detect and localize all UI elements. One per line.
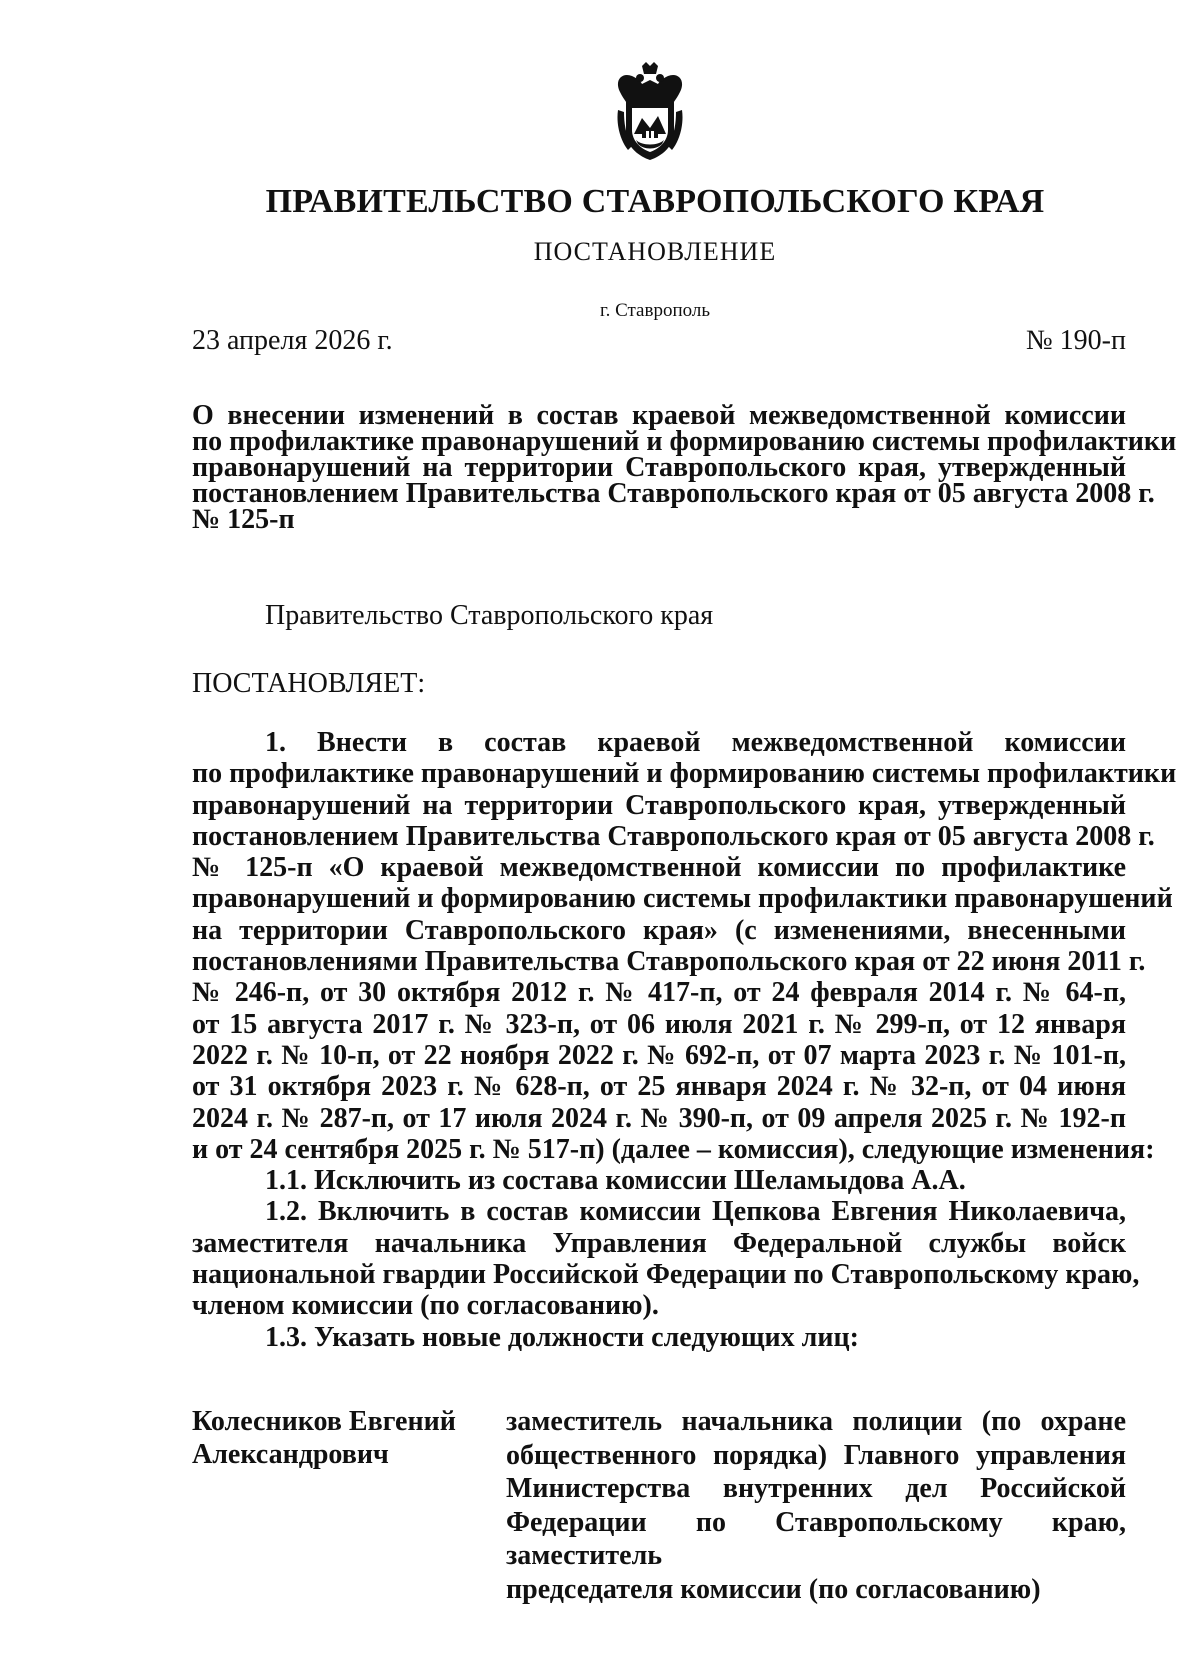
document-number: № 190-п xyxy=(1025,325,1126,356)
position-line: Министерства внутренних дел Российской xyxy=(506,1473,1126,1504)
government-title: ПРАВИТЕЛЬСТВО СТАВРОПОЛЬСКОГО КРАЯ xyxy=(265,183,1045,220)
body-line: 1.3. Указать новые должности следующих лиц: xyxy=(265,1321,859,1353)
body-line: 1.1. Исключить из состава комиссии Шеламыдова А.А. xyxy=(265,1165,966,1197)
body-line: и от 24 сентября 2025 г. № 517-п) (далее – комиссия), следующие изменения: xyxy=(192,1133,1155,1165)
position-person-name xyxy=(192,1405,456,1471)
body-line: от 31 октября 2023 г. № 628-п, от 25 января 2024 г. № 32-п, от 04 июня xyxy=(192,1071,1126,1103)
resolution-body xyxy=(192,727,1177,1353)
subject-line: № 125-п xyxy=(192,504,295,535)
position-description xyxy=(506,1405,1126,1606)
subject-line: О внесении изменений в состав краевой межведомственной комиссии xyxy=(192,400,1126,431)
body-line: на территории Ставропольского края» (с изменениями, внесенными xyxy=(192,914,1126,946)
body-line: 2022 г. № 10-п, от 22 ноября 2022 г. № 692-п, от 07 марта 2023 г. № 101-п, xyxy=(192,1039,1126,1071)
body-line: № 246-п, от 30 октября 2012 г. № 417-п, от 24 февраля 2014 г. № 64-п, xyxy=(192,977,1126,1009)
body-line: № 125-п «О краевой межведомственной комиссии по профилактике xyxy=(192,852,1126,884)
body-line: правонарушений и формированию системы профилактики правонарушений xyxy=(192,883,1173,915)
document-type: ПОСТАНОВЛЕНИЕ xyxy=(533,237,777,266)
subject-line: постановлением Правительства Ставропольского края от 05 августа 2008 г. xyxy=(192,478,1155,509)
body-line: по профилактике правонарушений и формированию системы профилактики xyxy=(192,758,1177,790)
coat-of-arms-emblem xyxy=(612,62,688,162)
issuer: Правительство Ставропольского края xyxy=(265,600,714,631)
position-line: заместитель начальника полиции (по охране xyxy=(506,1406,1126,1437)
body-line: 1. Внести в состав краевой межведомственной комиссии xyxy=(265,727,1126,758)
body-line: заместителя начальника Управления Федеральной службы войск xyxy=(192,1227,1126,1259)
document-date: 23 апреля 2026 г. xyxy=(192,325,393,356)
city: г. Ставрополь xyxy=(599,300,711,321)
body-line: 2024 г. № 287-п, от 17 июля 2024 г. № 390-п, от 09 апреля 2025 г. № 192-п xyxy=(192,1102,1126,1134)
document-subject xyxy=(192,400,1177,535)
position-line: общественного порядка) Главного управления xyxy=(506,1439,1126,1471)
subject-line: правонарушений на территории Ставропольского края, утвержденный xyxy=(192,452,1126,483)
subject-line: по профилактике правонарушений и формированию системы профилактики xyxy=(192,426,1177,457)
name-line: Колесников Евгений xyxy=(192,1406,456,1437)
body-line: от 15 августа 2017 г. № 323-п, от 06 июля 2021 г. № 299-п, от 12 января xyxy=(192,1008,1126,1040)
body-line: постановлениями Правительства Ставропольского края от 22 июня 2011 г. xyxy=(192,946,1146,978)
position-line: председателя комиссии (по согласованию) xyxy=(506,1573,1041,1605)
body-line: 1.2. Включить в состав комиссии Цепкова Евгения Николаевича, xyxy=(265,1196,1126,1228)
position-line: Федерации по Ставропольскому краю, заместитель xyxy=(506,1506,1126,1571)
resolves-heading: ПОСТАНОВЛЯЕТ: xyxy=(192,668,426,699)
body-line: национальной гвардии Российской Федерации по Ставропольскому краю, xyxy=(192,1259,1140,1291)
body-line: членом комиссии (по согласованию). xyxy=(192,1290,659,1322)
name-line: Александрович xyxy=(192,1439,389,1470)
body-line: правонарушений на территории Ставропольского края, утвержденный xyxy=(192,789,1126,821)
body-line: постановлением Правительства Ставропольского края от 05 августа 2008 г. xyxy=(192,820,1155,852)
